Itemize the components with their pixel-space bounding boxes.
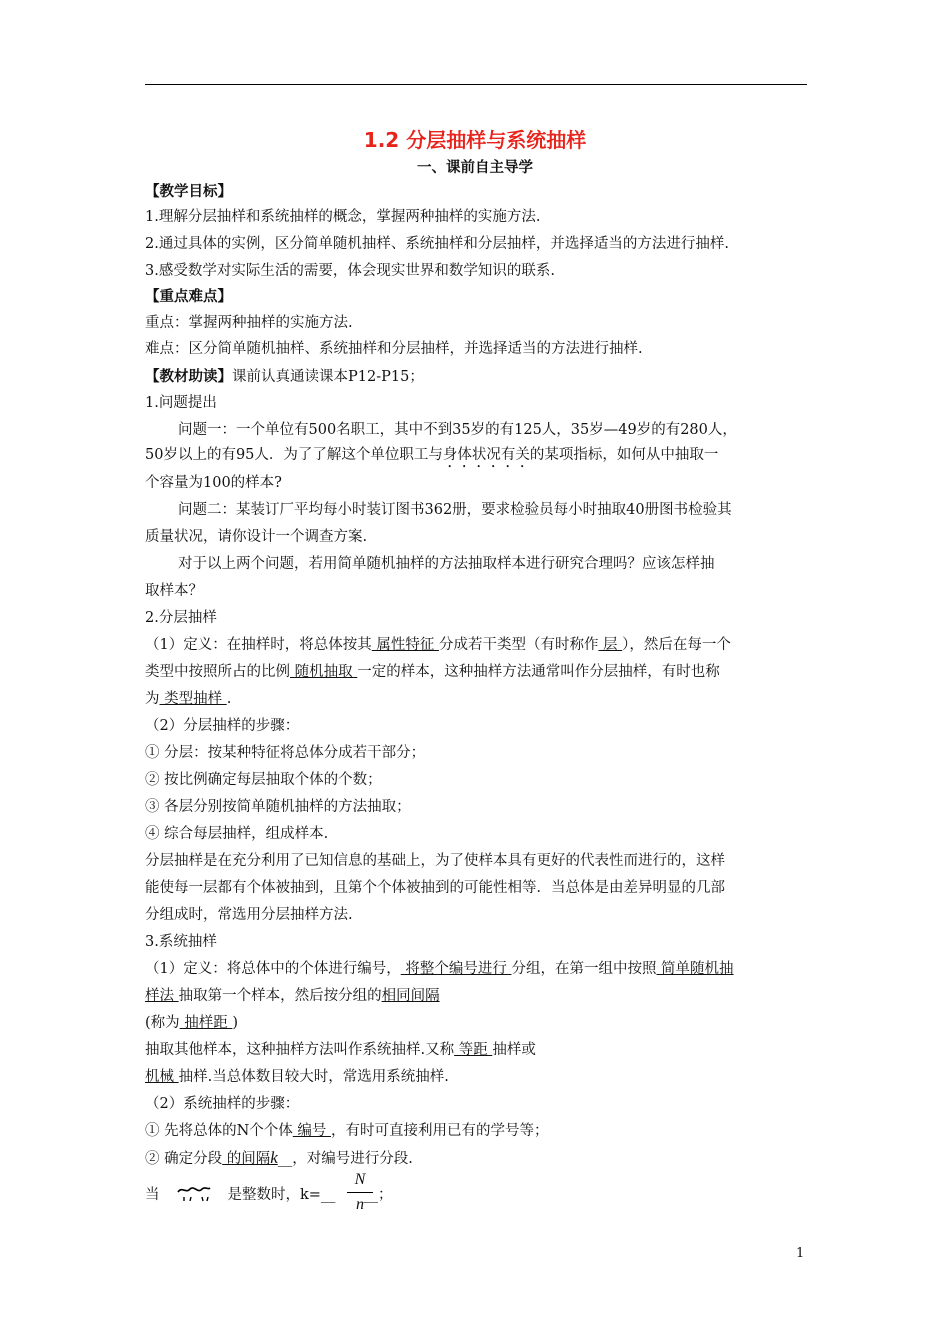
formula-glyph-icon	[176, 1184, 212, 1204]
text: 为	[145, 691, 160, 707]
blank-answer: 相同间隔	[381, 988, 440, 1004]
text: __	[277, 1151, 293, 1167]
stratified-note-1: 分层抽样是在充分利用了已知信息的基础上，为了使样本具有更好的代表性而进行的，这样	[145, 853, 725, 869]
systematic-heading: 3.系统抽样	[145, 934, 217, 950]
stratified-definition-1	[145, 635, 815, 655]
text: .	[226, 691, 232, 707]
text: )	[232, 1015, 239, 1031]
text: ，对编号进行分段.	[292, 1151, 413, 1167]
problem-1-emphasis: 身体状况有关	[442, 447, 530, 463]
heading-textbook-reading: 【教材助读】	[145, 369, 232, 385]
blank-answer: 随机抽取	[290, 664, 358, 680]
question-line-1: 对于以上两个问题，若用简单随机抽样的方法抽取样本进行研究合理吗？应该怎样抽	[178, 556, 715, 572]
heading-teaching-goals: 【教学目标】	[145, 184, 232, 200]
stratified-step-1: ① 分层：按某种特征将总体分成若干部分；	[145, 745, 426, 761]
difficult-point: 难点：区分简单随机抽样、系统抽样和分层抽样，并选择适当的方法进行抽样.	[145, 341, 643, 357]
text: ，有时可直接利用已有的学号等；	[331, 1123, 549, 1139]
text: 当	[145, 1187, 160, 1203]
stratified-definition-2	[145, 662, 815, 682]
text: ① 先将总体的N个个体	[145, 1123, 293, 1139]
text: 抽取第一个样本，然后按分组的	[178, 988, 382, 1004]
problem-1-text-a: 50岁以上的有95人．为了了解这个单位职工与	[145, 447, 443, 463]
goal-1: 1.理解分层抽样和系统抽样的概念，掌握两种抽样的实施方法.	[145, 209, 541, 225]
systematic-definition-2	[145, 986, 815, 1006]
fraction-numerator: N	[354, 1171, 366, 1188]
stratified-definition-3	[145, 689, 815, 709]
systematic-definition-3	[145, 1013, 815, 1033]
heading-key-points: 【重点难点】	[145, 289, 232, 305]
text: (称为	[145, 1015, 180, 1031]
systematic-definition-5	[145, 1067, 815, 1087]
text: 类型中按照所占的比例	[145, 664, 290, 680]
header-rule	[145, 84, 807, 85]
text: 抽样.当总体数目较大时，常选用系统抽样.	[178, 1069, 449, 1085]
blank-answer: 的间隔	[222, 1151, 271, 1167]
blank-answer: 机械	[145, 1069, 179, 1085]
text: ），然后在每一个	[622, 637, 731, 653]
stratified-step-3: ③ 各层分别按简单随机抽样的方法抽取；	[145, 799, 411, 815]
stratified-step-4: ④ 综合每层抽样，组成样本.	[145, 826, 329, 842]
blank-answer: 等距	[454, 1042, 493, 1058]
problem-1-line-3: 个容量为100的样本?	[145, 475, 282, 491]
text: ② 确定分段	[145, 1151, 223, 1167]
systematic-step-1	[145, 1121, 815, 1141]
stratified-heading: 2.分层抽样	[145, 610, 217, 626]
key-point: 重点：掌握两种抽样的实施方法.	[145, 315, 353, 331]
problem-2-line-1: 问题二：某装订厂平均每小时装订图书362册，要求检验员每小时抽取40册图书检验其	[178, 502, 732, 518]
blank-answer: 属性特征	[371, 637, 439, 653]
fraction-bar	[347, 1192, 373, 1193]
fraction-n-over-n	[347, 1171, 373, 1214]
goal-2: 2.通过具体的实例，区分简单随机抽样、系统抽样和分层抽样，并选择适当的方法进行抽样.	[145, 236, 729, 252]
section-subtitle: 一、课前自主导学	[417, 160, 533, 176]
text: （1）定义：在抽样时，将总体按其	[145, 637, 372, 653]
systematic-step-2	[145, 1148, 815, 1169]
problem-2-line-2: 质量状况，请你设计一个调查方案.	[145, 529, 368, 545]
blank-answer: 样法	[145, 988, 179, 1004]
blank-answer: 将整个编号进行	[400, 961, 512, 977]
text: 是整数时，k=__	[227, 1187, 336, 1203]
text: 抽取其他样本，这种抽样方法叫作系统抽样.又称	[145, 1042, 455, 1058]
blank-answer: 抽样距	[179, 1015, 233, 1031]
problem-1-line-2	[145, 445, 815, 471]
page-title: 1.2 分层抽样与系统抽样	[363, 128, 587, 152]
systematic-definition-1	[145, 959, 815, 979]
blank-answer: 编号	[292, 1123, 332, 1139]
systematic-steps-heading: （2）系统抽样的步骤：	[145, 1096, 300, 1112]
page-number: 1	[796, 1246, 805, 1261]
problem-1-line-1: 问题一：一个单位有500名职工，其中不到35岁的有125人，35岁—49岁的有280人，	[178, 422, 737, 438]
stratified-note-2: 能使每一层都有个体被抽到，且第个个体被抽到的可能性相等．当总体是由差异明显的几部	[145, 880, 725, 896]
when-line	[145, 1185, 815, 1205]
reading-instruction: 课前认真通读课本P12-P15；	[232, 369, 424, 385]
text: 抽样或	[492, 1042, 536, 1058]
blank-answer: 层	[598, 637, 623, 653]
variable-k: k	[270, 1148, 278, 1167]
textbook-reading	[145, 367, 815, 387]
goal-3: 3.感受数学对实际生活的需要，体会现实世界和数学知识的联系.	[145, 263, 555, 279]
stratified-steps-heading: （2）分层抽样的步骤：	[145, 718, 300, 734]
text: 分成若干类型（有时称作	[438, 637, 599, 653]
text: 一定的样本，这种抽样方法通常叫作分层抽样，有时也称	[357, 664, 720, 680]
problem-1-text-c: 的某项指标，如何从中抽取一	[529, 447, 719, 463]
fraction-denominator: n	[356, 1196, 364, 1213]
stratified-note-3: 分组成时，常选用分层抽样方法.	[145, 907, 353, 923]
problem-heading: 1.问题提出	[145, 395, 217, 411]
text: __；	[363, 1187, 393, 1203]
blank-answer: 简单随机抽	[656, 961, 734, 977]
systematic-definition-4	[145, 1040, 815, 1060]
blank-answer: 类型抽样	[159, 691, 227, 707]
stratified-step-2: ② 按比例确定每层抽取个体的个数；	[145, 772, 382, 788]
question-line-2: 取样本？	[145, 583, 203, 599]
text: 分组，在第一组中按照	[511, 961, 657, 977]
text: （1）定义：将总体中的个体进行编号，	[145, 961, 401, 977]
